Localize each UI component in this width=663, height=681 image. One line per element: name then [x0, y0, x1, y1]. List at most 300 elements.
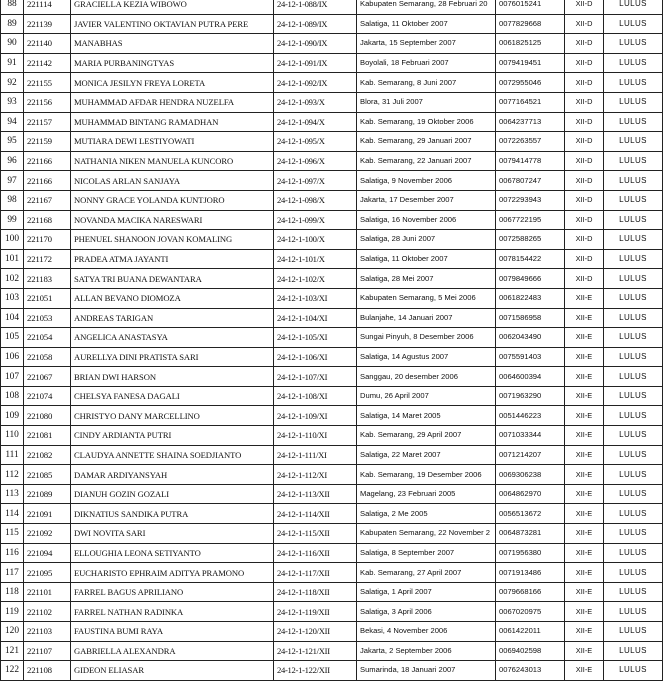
certificate-code: 24-12-1-109/XI [274, 406, 357, 426]
student-id: 221103 [24, 622, 71, 642]
birth-place-date: Kab. Semarang, 27 April 2007 [357, 563, 496, 583]
birth-place-date: Dumu, 26 April 2007 [357, 386, 496, 406]
student-id: 221092 [24, 524, 71, 544]
graduation-status: LULUS [604, 426, 663, 446]
class: XII-D [565, 34, 604, 54]
table-row [1, 386, 663, 406]
student-name: NICOLAS ARLAN SANJAYA [71, 171, 274, 191]
table-row [1, 230, 663, 250]
national-student-number: 0076243013 [496, 661, 565, 681]
class: XII-E [565, 484, 604, 504]
class: XII-D [565, 269, 604, 289]
student-id: 221107 [24, 641, 71, 661]
row-number: 112 [1, 465, 24, 485]
student-name: ELLOUGHIA LEONA SETIYANTO [71, 543, 274, 563]
birth-place-date: Salatiga, 22 Maret 2007 [357, 445, 496, 465]
national-student-number: 0067722195 [496, 210, 565, 230]
table-row [1, 0, 663, 14]
birth-place-date: Kab. Semarang, 29 April 2007 [357, 426, 496, 446]
birth-place-date: Salatiga, 3 April 2006 [357, 602, 496, 622]
birth-place-date: Kab. Semarang, 19 Oktober 2006 [357, 112, 496, 132]
graduation-status: LULUS [604, 484, 663, 504]
table-row [1, 484, 663, 504]
table-row [1, 53, 663, 73]
student-id: 221054 [24, 328, 71, 348]
table-row [1, 210, 663, 230]
table-row [1, 641, 663, 661]
certificate-code: 24-12-1-093/X [274, 92, 357, 112]
national-student-number: 0051446223 [496, 406, 565, 426]
row-number: 95 [1, 132, 24, 152]
certificate-code: 24-12-1-105/XI [274, 328, 357, 348]
graduation-status: LULUS [604, 524, 663, 544]
birth-place-date: Salatiga, 11 Oktober 2007 [357, 14, 496, 34]
national-student-number: 0072293943 [496, 190, 565, 210]
certificate-code: 24-12-1-115/XII [274, 524, 357, 544]
certificate-code: 24-12-1-122/XII [274, 661, 357, 681]
class: XII-E [565, 641, 604, 661]
class: XII-E [565, 582, 604, 602]
national-student-number: 0056513672 [496, 504, 565, 524]
national-student-number: 0071586958 [496, 308, 565, 328]
row-number: 110 [1, 426, 24, 446]
certificate-code: 24-12-1-118/XII [274, 582, 357, 602]
table-row [1, 504, 663, 524]
birth-place-date: Sumarinda, 18 Januari 2007 [357, 661, 496, 681]
row-number: 96 [1, 151, 24, 171]
table-row [1, 190, 663, 210]
student-id: 221094 [24, 543, 71, 563]
row-number: 120 [1, 622, 24, 642]
birth-place-date: Kab. Semarang, 8 Juni 2007 [357, 73, 496, 93]
table-row [1, 92, 663, 112]
student-name: PHENUEL SHANOON JOVAN KOMALING [71, 230, 274, 250]
student-id: 221166 [24, 151, 71, 171]
national-student-number: 0076015241 [496, 0, 565, 14]
certificate-code: 24-12-1-112/XI [274, 465, 357, 485]
table-row [1, 73, 663, 93]
certificate-code: 24-12-1-120/XII [274, 622, 357, 642]
student-id: 221082 [24, 445, 71, 465]
student-id: 221081 [24, 426, 71, 446]
certificate-code: 24-12-1-110/XI [274, 426, 357, 446]
row-number: 116 [1, 543, 24, 563]
row-number: 109 [1, 406, 24, 426]
graduation-status: LULUS [604, 53, 663, 73]
national-student-number: 0071214207 [496, 445, 565, 465]
certificate-code: 24-12-1-116/XII [274, 543, 357, 563]
student-name: EUCHARISTO EPHRAIM ADITYA PRAMONO [71, 563, 274, 583]
graduation-status: LULUS [604, 0, 663, 14]
row-number: 119 [1, 602, 24, 622]
table-row [1, 582, 663, 602]
national-student-number: 0067020975 [496, 602, 565, 622]
class: XII-E [565, 661, 604, 681]
table-row [1, 112, 663, 132]
row-number: 105 [1, 328, 24, 348]
table-row [1, 406, 663, 426]
class: XII-E [565, 386, 604, 406]
student-name: MANABHAS [71, 34, 274, 54]
class: XII-E [565, 308, 604, 328]
table-row [1, 347, 663, 367]
class: XII-D [565, 14, 604, 34]
graduation-status: LULUS [604, 230, 663, 250]
class: XII-E [565, 406, 604, 426]
class: XII-E [565, 602, 604, 622]
graduation-status: LULUS [604, 210, 663, 230]
certificate-code: 24-12-1-106/XI [274, 347, 357, 367]
certificate-code: 24-12-1-098/X [274, 190, 357, 210]
row-number: 94 [1, 112, 24, 132]
student-name: CHELSYA FANESA DAGALI [71, 386, 274, 406]
national-student-number: 0079419451 [496, 53, 565, 73]
table-row [1, 602, 663, 622]
class: XII-E [565, 524, 604, 544]
national-student-number: 0072588265 [496, 230, 565, 250]
table-row [1, 328, 663, 348]
certificate-code: 24-12-1-102/X [274, 269, 357, 289]
national-student-number: 0072263557 [496, 132, 565, 152]
national-student-number: 0069402598 [496, 641, 565, 661]
graduation-status: LULUS [604, 308, 663, 328]
national-student-number: 0064600394 [496, 367, 565, 387]
graduation-status: LULUS [604, 249, 663, 269]
student-name: MUHAMMAD AFDAR HENDRA NUZELFA [71, 92, 274, 112]
class: XII-E [565, 347, 604, 367]
student-name: GIDEON ELIASAR [71, 661, 274, 681]
birth-place-date: Jakarta, 17 Desember 2007 [357, 190, 496, 210]
national-student-number: 0078154422 [496, 249, 565, 269]
national-student-number: 0064873281 [496, 524, 565, 544]
national-student-number: 0075591403 [496, 347, 565, 367]
table-row [1, 465, 663, 485]
birth-place-date: Kabupaten Semarang, 5 Mei 2006 [357, 288, 496, 308]
class: XII-D [565, 0, 604, 14]
graduation-status: LULUS [604, 641, 663, 661]
student-name: JAVIER VALENTINO OKTAVIAN PUTRA PERE [71, 14, 274, 34]
birth-place-date: Salatiga, 28 Mei 2007 [357, 269, 496, 289]
class: XII-E [565, 288, 604, 308]
class: XII-D [565, 210, 604, 230]
birth-place-date: Sungai Pinyuh, 8 Desember 2006 [357, 328, 496, 348]
student-name: CINDY ARDIANTA PUTRI [71, 426, 274, 446]
student-name: FARREL BAGUS APRILIANO [71, 582, 274, 602]
class: XII-D [565, 171, 604, 191]
row-number: 88 [1, 0, 24, 14]
national-student-number: 0079414778 [496, 151, 565, 171]
birth-place-date: Salatiga, 2 Me 2005 [357, 504, 496, 524]
graduation-status: LULUS [604, 269, 663, 289]
birth-place-date: Bekasi, 4 November 2006 [357, 622, 496, 642]
student-id: 221168 [24, 210, 71, 230]
table-row [1, 269, 663, 289]
certificate-code: 24-12-1-117/XII [274, 563, 357, 583]
graduation-status: LULUS [604, 14, 663, 34]
class: XII-E [565, 465, 604, 485]
student-id: 221114 [24, 0, 71, 14]
graduation-status: LULUS [604, 622, 663, 642]
birth-place-date: Salatiga, 9 November 2006 [357, 171, 496, 191]
graduation-status: LULUS [604, 367, 663, 387]
student-name: CLAUDYA ANNETTE SHAINA SOEDJIANTO [71, 445, 274, 465]
certificate-code: 24-12-1-114/XII [274, 504, 357, 524]
class: XII-D [565, 249, 604, 269]
birth-place-date: Salatiga, 28 Juni 2007 [357, 230, 496, 250]
national-student-number: 0061825125 [496, 34, 565, 54]
row-number: 111 [1, 445, 24, 465]
certificate-code: 24-12-1-097/X [274, 171, 357, 191]
student-name: FARREL NATHAN RADINKA [71, 602, 274, 622]
row-number: 107 [1, 367, 24, 387]
class: XII-E [565, 445, 604, 465]
certificate-code: 24-12-1-094/X [274, 112, 357, 132]
national-student-number: 0061422011 [496, 622, 565, 642]
student-name: MUHAMMAD BINTANG RAMADHAN [71, 112, 274, 132]
student-id: 221051 [24, 288, 71, 308]
student-name: MARIA PURBANINGTYAS [71, 53, 274, 73]
birth-place-date: Salatiga, 8 September 2007 [357, 543, 496, 563]
table-body [1, 0, 663, 680]
birth-place-date: Kab. Semarang, 29 Januari 2007 [357, 132, 496, 152]
national-student-number: 0064237713 [496, 112, 565, 132]
national-student-number: 0077164521 [496, 92, 565, 112]
table-row [1, 14, 663, 34]
student-id: 221167 [24, 190, 71, 210]
table-row [1, 426, 663, 446]
birth-place-date: Salatiga, 14 Agustus 2007 [357, 347, 496, 367]
student-name: CHRISTYO DANY MARCELLINO [71, 406, 274, 426]
birth-place-date: Salatiga, 16 November 2006 [357, 210, 496, 230]
student-name: DIKNATIUS SANDIKA PUTRA [71, 504, 274, 524]
certificate-code: 24-12-1-108/XI [274, 386, 357, 406]
row-number: 91 [1, 53, 24, 73]
certificate-code: 24-12-1-119/XII [274, 602, 357, 622]
birth-place-date: Bulanjahe, 14 Januari 2007 [357, 308, 496, 328]
class: XII-D [565, 53, 604, 73]
national-student-number: 0077829668 [496, 14, 565, 34]
student-name: NATHANIA NIKEN MANUELA KUNCORO [71, 151, 274, 171]
class: XII-E [565, 563, 604, 583]
certificate-code: 24-12-1-100/X [274, 230, 357, 250]
graduation-status: LULUS [604, 190, 663, 210]
graduation-status: LULUS [604, 328, 663, 348]
class: XII-D [565, 151, 604, 171]
student-name: DWI NOVITA SARI [71, 524, 274, 544]
graduation-status: LULUS [604, 112, 663, 132]
national-student-number: 0071913486 [496, 563, 565, 583]
student-id: 221091 [24, 504, 71, 524]
row-number: 122 [1, 661, 24, 681]
student-id: 221170 [24, 230, 71, 250]
class: XII-D [565, 132, 604, 152]
national-student-number: 0061822483 [496, 288, 565, 308]
class: XII-E [565, 543, 604, 563]
certificate-code: 24-12-1-103/XI [274, 288, 357, 308]
student-id: 221053 [24, 308, 71, 328]
table-row [1, 249, 663, 269]
row-number: 104 [1, 308, 24, 328]
national-student-number: 0071963290 [496, 386, 565, 406]
graduation-status: LULUS [604, 445, 663, 465]
class: XII-E [565, 622, 604, 642]
national-student-number: 0062043490 [496, 328, 565, 348]
row-number: 103 [1, 288, 24, 308]
student-name: ALLAN BEVANO DIOMOZA [71, 288, 274, 308]
class: XII-D [565, 112, 604, 132]
graduation-status: LULUS [604, 543, 663, 563]
certificate-code: 24-12-1-091/IX [274, 53, 357, 73]
student-id: 221085 [24, 465, 71, 485]
student-name: ANDREAS TARIGAN [71, 308, 274, 328]
student-id: 221183 [24, 269, 71, 289]
row-number: 101 [1, 249, 24, 269]
student-id: 221101 [24, 582, 71, 602]
row-number: 117 [1, 563, 24, 583]
row-number: 113 [1, 484, 24, 504]
row-number: 106 [1, 347, 24, 367]
certificate-code: 24-12-1-121/XII [274, 641, 357, 661]
row-number: 97 [1, 171, 24, 191]
table-row [1, 34, 663, 54]
birth-place-date: Sanggau, 20 desember 2006 [357, 367, 496, 387]
national-student-number: 0069306238 [496, 465, 565, 485]
student-name: MONICA JESILYN FREYA LORETA [71, 73, 274, 93]
student-id: 221058 [24, 347, 71, 367]
national-student-number: 0064862970 [496, 484, 565, 504]
table-row [1, 622, 663, 642]
row-number: 121 [1, 641, 24, 661]
student-id: 221157 [24, 112, 71, 132]
table-row [1, 171, 663, 191]
graduation-status: LULUS [604, 504, 663, 524]
student-name: ANGELICA ANASTASYA [71, 328, 274, 348]
student-id: 221139 [24, 14, 71, 34]
table-row [1, 132, 663, 152]
student-id: 221102 [24, 602, 71, 622]
graduation-status: LULUS [604, 406, 663, 426]
birth-place-date: Salatiga, 11 Oktober 2007 [357, 249, 496, 269]
table-row [1, 445, 663, 465]
table-row [1, 288, 663, 308]
row-number: 98 [1, 190, 24, 210]
certificate-code: 24-12-1-089/IX [274, 14, 357, 34]
student-name: BRIAN DWI HARSON [71, 367, 274, 387]
row-number: 89 [1, 14, 24, 34]
graduation-status: LULUS [604, 151, 663, 171]
certificate-code: 24-12-1-090/IX [274, 34, 357, 54]
student-name: DIANUH GOZIN GOZALI [71, 484, 274, 504]
table-row [1, 367, 663, 387]
class: XII-E [565, 426, 604, 446]
birth-place-date: Jakarta, 15 September 2007 [357, 34, 496, 54]
graduation-status: LULUS [604, 347, 663, 367]
class: XII-E [565, 504, 604, 524]
class: XII-D [565, 230, 604, 250]
student-id: 221172 [24, 249, 71, 269]
graduation-status: LULUS [604, 132, 663, 152]
national-student-number: 0079849666 [496, 269, 565, 289]
certificate-code: 24-12-1-113/XII [274, 484, 357, 504]
certificate-code: 24-12-1-088/IX [274, 0, 357, 14]
student-id: 221140 [24, 34, 71, 54]
graduation-status: LULUS [604, 563, 663, 583]
birth-place-date: Kab. Semarang, 22 Januari 2007 [357, 151, 496, 171]
graduation-status: LULUS [604, 661, 663, 681]
birth-place-date: Kabupaten Semarang, 22 November 2 [357, 524, 496, 544]
student-id: 221067 [24, 367, 71, 387]
class: XII-D [565, 92, 604, 112]
student-name: NONNY GRACE YOLANDA KUNTJORO [71, 190, 274, 210]
student-id: 221080 [24, 406, 71, 426]
national-student-number: 0071956380 [496, 543, 565, 563]
student-id: 221089 [24, 484, 71, 504]
table-row [1, 151, 663, 171]
row-number: 90 [1, 34, 24, 54]
certificate-code: 24-12-1-099/X [274, 210, 357, 230]
student-name: SATYA TRI BUANA DEWANTARA [71, 269, 274, 289]
class: XII-E [565, 367, 604, 387]
birth-place-date: Kabupaten Semarang, 28 Februari 20 [357, 0, 496, 14]
certificate-code: 24-12-1-101/X [274, 249, 357, 269]
student-id: 221156 [24, 92, 71, 112]
student-id: 221095 [24, 563, 71, 583]
student-name: AURELLYA DINI PRATISTA SARI [71, 347, 274, 367]
certificate-code: 24-12-1-107/XI [274, 367, 357, 387]
row-number: 99 [1, 210, 24, 230]
student-name: DAMAR ARDIYANSYAH [71, 465, 274, 485]
graduation-status: LULUS [604, 92, 663, 112]
certificate-code: 24-12-1-111/XI [274, 445, 357, 465]
birth-place-date: Blora, 31 Juli 2007 [357, 92, 496, 112]
row-number: 102 [1, 269, 24, 289]
table-row [1, 308, 663, 328]
birth-place-date: Kab. Semarang, 19 Desember 2006 [357, 465, 496, 485]
student-id: 221159 [24, 132, 71, 152]
class: XII-D [565, 190, 604, 210]
student-name: NOVANDA MACIKA NARESWARI [71, 210, 274, 230]
table-row [1, 661, 663, 681]
row-number: 108 [1, 386, 24, 406]
row-number: 114 [1, 504, 24, 524]
graduation-status: LULUS [604, 34, 663, 54]
graduation-status: LULUS [604, 582, 663, 602]
graduation-status: LULUS [604, 602, 663, 622]
student-name: MUTIARA DEWI LESTIYOWATI [71, 132, 274, 152]
student-id: 221142 [24, 53, 71, 73]
student-id: 221108 [24, 661, 71, 681]
birth-place-date: Magelang, 23 Februari 2005 [357, 484, 496, 504]
graduation-status: LULUS [604, 73, 663, 93]
certificate-code: 24-12-1-092/IX [274, 73, 357, 93]
row-number: 118 [1, 582, 24, 602]
national-student-number: 0072955046 [496, 73, 565, 93]
national-student-number: 0067807247 [496, 171, 565, 191]
national-student-number: 0071033344 [496, 426, 565, 446]
graduation-status: LULUS [604, 171, 663, 191]
birth-place-date: Salatiga, 14 Maret 2005 [357, 406, 496, 426]
certificate-code: 24-12-1-096/X [274, 151, 357, 171]
class: XII-E [565, 328, 604, 348]
student-name: GABRIELLA ALEXANDRA [71, 641, 274, 661]
birth-place-date: Jakarta, 2 September 2006 [357, 641, 496, 661]
student-name: PRADEA ATMA JAYANTI [71, 249, 274, 269]
graduation-status: LULUS [604, 465, 663, 485]
certificate-code: 24-12-1-104/XI [274, 308, 357, 328]
table-row [1, 563, 663, 583]
table-row [1, 543, 663, 563]
student-id: 221074 [24, 386, 71, 406]
